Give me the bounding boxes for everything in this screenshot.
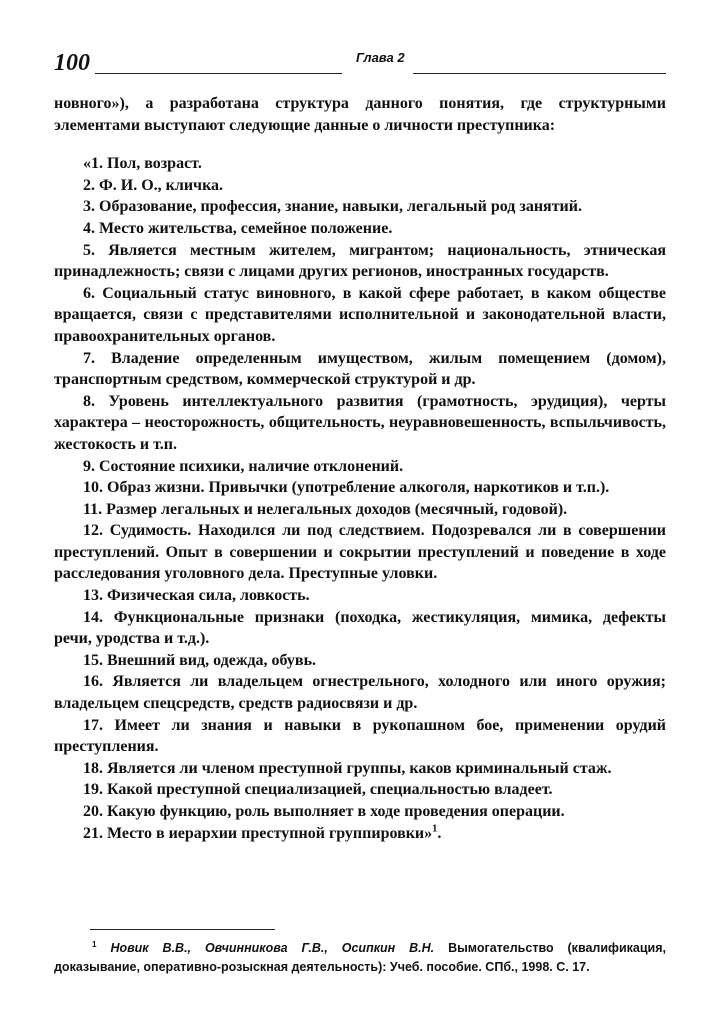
list-item: 7. Владение определенным имуществом, жилым помещением (домом), транспортным средством, коммерческой структурой и др. [54,349,666,389]
chapter-title: Глава 2 [356,50,405,65]
list-item: «1. Пол, возраст. [83,155,202,173]
footnote-reference: 1 [432,823,438,835]
page-number: 100 [54,50,90,76]
header-rule-right [413,73,666,74]
list-item: 14. Функциональные признаки (походка, жестикуляция, мимика, дефекты речи, уродства и т.д.). [54,608,666,648]
list-item: 11. Размер легальных и нелегальных доходов (месячный, годовой). [83,500,568,518]
header-rule-left [95,73,342,74]
list-item: 16. Является ли владельцем огнестрельного, холодного или иного оружия; владельцем спецсредств, средств радиосвязи и др. [54,673,666,713]
footnote [54,939,666,977]
footnote-marker: 1 [92,939,97,949]
page-body [54,93,666,844]
list-item-text: 21. Место в иерархии преступной группировки» [83,824,433,842]
list-item: 12. Судимость. Находился ли под следствием. Подозревался ли в совершении преступлений. Опыт в совершении и сокрытии преступлений и поведение в ходе расследования уголовного дела. Преступные уловки. [54,522,666,583]
list-item: 19. Какой преступной специализацией, специальностью владеет. [83,781,553,799]
personality-data-list [54,153,666,844]
footnote-authors: Новик В.В., Овчинникова Г.В., Осипкин В.Н. [110,941,435,955]
list-item: 6. Социальный статус виновного, в какой сфере работает, в каком обществе вращается, связи с представителями исполнительной и законодательной власти, правоохранительных органов. [54,284,666,345]
list-item: 20. Какую функцию, роль выполняет в ходе проведения операции. [83,803,565,820]
list-item: 15. Внешний вид, одежда, обувь. [83,651,317,669]
footnote-text: Вымогательство (квалификация, доказывание, оперативно-розыскная деятельность): Учеб. пособие. СПб., 1998. С. 17. [54,941,667,974]
list-item: 18. Является ли членом преступной группы, каков криминальный стаж. [83,759,612,777]
list-item: 17. Имеет ли знания и навыки в рукопашном бое, применении орудий преступления. [54,716,666,756]
list-item: 9. Состояние психики, наличие отклонений. [83,457,404,475]
list-item: 3. Образование, профессия, знание, навыки, легальный род занятий. [83,198,582,216]
list-item: 13. Физическая сила, ловкость. [83,587,310,605]
intro-paragraph: новного»), а разработана структура данного понятия, где структурными элементами выступают следующие данные о личности преступника: [54,95,666,134]
footnote-rule [90,929,275,930]
list-item-last: 21. Место в иерархии преступной группировки»$^1$. [83,823,442,842]
list-item: 5. Является местным жителем, мигрантом; национальность, этническая принадлежность; связи с лицами других регионов, иностранных государств. [54,241,666,281]
list-item: 10. Образ жизни. Привычки (употребление алкоголя, наркотиков и т.п.). [83,479,610,497]
list-item: 4. Место жительства, семейное положение. [83,219,393,237]
list-item: 2. Ф. И. О., кличка. [83,176,224,194]
list-item: 8. Уровень интеллектуального развития (грамотность, эрудиция), черты характера – неосторожность, общительность, неуравновешенность, вспыльчивость, жестокость и т.п. [54,392,666,453]
